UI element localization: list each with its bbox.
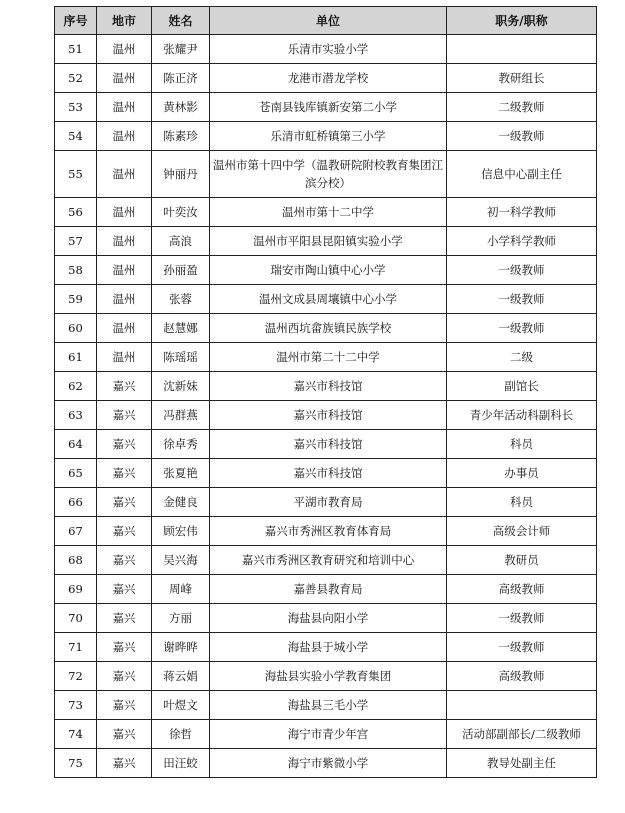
cell-name — [152, 93, 210, 122]
cell-unit — [210, 372, 447, 401]
cell-city-text: 温州 — [112, 205, 136, 219]
cell-no — [55, 546, 97, 575]
cell-no-text: 54 — [68, 129, 83, 143]
table-row — [55, 285, 597, 314]
cell-no-text: 53 — [68, 100, 83, 114]
table-row — [55, 459, 597, 488]
cell-name — [152, 64, 210, 93]
cell-city — [97, 459, 152, 488]
cell-unit — [210, 575, 447, 604]
cell-title — [447, 459, 597, 488]
cell-no — [55, 227, 97, 256]
cell-no — [55, 122, 97, 151]
cell-name-text: 徐哲 — [169, 727, 192, 741]
cell-unit — [210, 430, 447, 459]
table-row — [55, 122, 597, 151]
cell-name-text: 张蓉 — [169, 292, 192, 306]
cell-title-text: 初一科学教师 — [487, 205, 556, 219]
cell-unit-text: 温州文成县周壤镇中心小学 — [259, 292, 397, 306]
cell-unit — [210, 517, 447, 546]
cell-city-text: 嘉兴 — [112, 640, 136, 654]
cell-title — [447, 372, 597, 401]
cell-no-text: 71 — [68, 640, 83, 654]
cell-title-text: 一级教师 — [498, 129, 545, 143]
cell-city-text: 嘉兴 — [112, 495, 136, 509]
cell-unit-text: 嘉兴市科技馆 — [293, 437, 363, 451]
cell-unit-text: 海盐县实验小学教育集团 — [264, 669, 392, 683]
cell-no-text: 59 — [68, 292, 83, 306]
cell-unit-text: 嘉兴市科技馆 — [293, 408, 363, 422]
cell-city — [97, 488, 152, 517]
cell-name-text: 陈正济 — [163, 71, 198, 85]
cell-title-text: 办事员 — [504, 466, 539, 480]
cell-no — [55, 372, 97, 401]
cell-unit-text: 嘉兴市秀洲区教育体育局 — [264, 524, 392, 538]
cell-title-text: 一级教师 — [498, 640, 545, 654]
cell-unit-text: 海盐县向阳小学 — [287, 611, 369, 625]
cell-unit — [210, 227, 447, 256]
table-row — [55, 691, 597, 720]
cell-city-text: 温州 — [112, 292, 136, 306]
cell-unit — [210, 256, 447, 285]
cell-title — [447, 749, 597, 778]
cell-unit — [210, 198, 447, 227]
cell-name — [152, 401, 210, 430]
header-no: 序号 — [55, 7, 97, 35]
cell-unit — [210, 488, 447, 517]
cell-unit-text: 嘉善县教育局 — [293, 582, 363, 596]
cell-no — [55, 93, 97, 122]
cell-unit-text: 温州市平阳县昆阳镇实验小学 — [253, 234, 403, 248]
cell-no — [55, 430, 97, 459]
cell-city — [97, 93, 152, 122]
cell-title — [447, 633, 597, 662]
cell-title — [447, 488, 597, 517]
table-row — [55, 662, 597, 691]
cell-name — [152, 430, 210, 459]
cell-title — [447, 662, 597, 691]
cell-title — [447, 430, 597, 459]
cell-no-text: 68 — [68, 553, 83, 567]
cell-no — [55, 633, 97, 662]
cell-unit — [210, 93, 447, 122]
cell-name — [152, 151, 210, 198]
cell-title — [447, 343, 597, 372]
cell-no-text: 52 — [68, 71, 83, 85]
cell-title-text: 科员 — [510, 495, 533, 509]
table-row — [55, 517, 597, 546]
cell-no-text: 70 — [68, 611, 83, 625]
cell-unit-text: 嘉兴市科技馆 — [293, 466, 363, 480]
cell-unit-text: 乐清市虹桥镇第三小学 — [270, 129, 386, 143]
cell-name — [152, 575, 210, 604]
cell-name-text: 钟丽丹 — [163, 167, 198, 181]
cell-title-text: 活动部副部长/二级教师 — [462, 727, 581, 741]
cell-city — [97, 343, 152, 372]
cell-city — [97, 662, 152, 691]
cell-city — [97, 285, 152, 314]
cell-no-text: 74 — [68, 727, 83, 741]
cell-city — [97, 430, 152, 459]
cell-title — [447, 227, 597, 256]
cell-unit — [210, 35, 447, 64]
cell-unit-text: 嘉兴市科技馆 — [293, 379, 363, 393]
cell-city — [97, 749, 152, 778]
cell-name — [152, 459, 210, 488]
cell-title — [447, 256, 597, 285]
cell-title — [447, 122, 597, 151]
cell-title — [447, 575, 597, 604]
cell-unit-text: 温州市第十二中学 — [282, 205, 374, 219]
cell-city — [97, 691, 152, 720]
cell-no — [55, 517, 97, 546]
cell-no — [55, 575, 97, 604]
cell-no-text: 51 — [68, 42, 83, 56]
cell-unit-text: 海宁市青少年宫 — [287, 727, 369, 741]
header-unit: 单位 — [210, 7, 447, 35]
cell-city-text: 嘉兴 — [112, 466, 136, 480]
cell-city-text: 温州 — [112, 263, 136, 277]
cell-title — [447, 691, 597, 720]
cell-name-text: 叶煜文 — [163, 698, 198, 712]
cell-name — [152, 517, 210, 546]
cell-unit — [210, 662, 447, 691]
cell-city — [97, 122, 152, 151]
cell-name — [152, 256, 210, 285]
cell-unit-text: 瑞安市陶山镇中心小学 — [270, 263, 386, 277]
cell-city-text: 嘉兴 — [112, 582, 136, 596]
cell-no-text: 63 — [68, 408, 83, 422]
cell-unit-text: 海盐县于城小学 — [287, 640, 369, 654]
cell-unit-text: 海盐县三毛小学 — [287, 698, 369, 712]
cell-no-text: 65 — [68, 466, 83, 480]
cell-unit — [210, 401, 447, 430]
cell-title — [447, 546, 597, 575]
cell-unit — [210, 122, 447, 151]
cell-title — [447, 401, 597, 430]
cell-no — [55, 285, 97, 314]
cell-name-text: 谢晔晔 — [163, 640, 198, 654]
cell-title — [447, 35, 597, 64]
cell-name — [152, 372, 210, 401]
table-row — [55, 575, 597, 604]
cell-title-text: 教研组长 — [498, 71, 545, 85]
cell-city-text: 温州 — [112, 234, 136, 248]
cell-city — [97, 198, 152, 227]
cell-title — [447, 198, 597, 227]
cell-no — [55, 459, 97, 488]
cell-name-text: 田汪蛟 — [163, 756, 198, 770]
table-row — [55, 604, 597, 633]
cell-no — [55, 691, 97, 720]
cell-name — [152, 691, 210, 720]
cell-unit-text: 海宁市紫微小学 — [287, 756, 369, 770]
cell-unit — [210, 720, 447, 749]
cell-title-text: 信息中心副主任 — [481, 167, 562, 181]
table-row — [55, 546, 597, 575]
cell-city-text: 温州 — [112, 321, 136, 335]
cell-city — [97, 546, 152, 575]
cell-name — [152, 122, 210, 151]
cell-title-text: 教导处副主任 — [487, 756, 556, 770]
cell-unit-text: 乐清市实验小学 — [287, 42, 369, 56]
cell-city — [97, 633, 152, 662]
cell-title — [447, 285, 597, 314]
cell-name-text: 陈素珍 — [163, 129, 198, 143]
cell-title — [447, 93, 597, 122]
cell-city — [97, 35, 152, 64]
cell-unit-text: 温州西坑畲族镇民族学校 — [264, 321, 392, 335]
table-row — [55, 372, 597, 401]
personnel-table — [54, 6, 597, 778]
cell-name-text: 吴兴海 — [163, 553, 198, 567]
cell-name-text: 徐卓秀 — [163, 437, 198, 451]
cell-unit-text: 龙港市潜龙学校 — [287, 71, 369, 85]
cell-no-text: 57 — [68, 234, 83, 248]
cell-name — [152, 720, 210, 749]
cell-city-text: 温州 — [112, 100, 136, 114]
cell-no — [55, 488, 97, 517]
cell-title-text: 一级教师 — [498, 292, 545, 306]
cell-title-text: 一级教师 — [498, 611, 545, 625]
cell-city-text: 嘉兴 — [112, 524, 136, 538]
cell-name — [152, 488, 210, 517]
cell-no — [55, 256, 97, 285]
cell-title-text: 教研员 — [504, 553, 539, 567]
cell-unit — [210, 151, 447, 198]
cell-unit — [210, 604, 447, 633]
header-name: 姓名 — [152, 7, 210, 35]
cell-no — [55, 198, 97, 227]
cell-name — [152, 227, 210, 256]
table-row — [55, 401, 597, 430]
table-row — [55, 343, 597, 372]
table-row — [55, 488, 597, 517]
table-row — [55, 256, 597, 285]
cell-name-text: 周峰 — [169, 582, 192, 596]
cell-unit — [210, 633, 447, 662]
cell-city-text: 嘉兴 — [112, 669, 136, 683]
cell-name — [152, 546, 210, 575]
cell-title-text: 二级教师 — [498, 100, 545, 114]
cell-no — [55, 64, 97, 93]
cell-name — [152, 285, 210, 314]
header-row — [55, 7, 597, 35]
cell-title — [447, 604, 597, 633]
cell-unit-text: 苍南县钱库镇新安第二小学 — [259, 100, 397, 114]
cell-no-text: 66 — [68, 495, 83, 509]
cell-no — [55, 720, 97, 749]
cell-name-text: 陈瑶瑶 — [163, 350, 198, 364]
cell-city-text: 嘉兴 — [112, 611, 136, 625]
cell-title — [447, 151, 597, 198]
cell-no — [55, 401, 97, 430]
cell-no-text: 69 — [68, 582, 83, 596]
cell-city — [97, 372, 152, 401]
table-row — [55, 64, 597, 93]
cell-name — [152, 314, 210, 343]
cell-no — [55, 749, 97, 778]
table-row — [55, 93, 597, 122]
cell-unit — [210, 64, 447, 93]
header-city: 地市 — [97, 7, 152, 35]
cell-title-text: 高级教师 — [498, 669, 545, 683]
cell-city-text: 温州 — [112, 71, 136, 85]
table-row — [55, 151, 597, 198]
cell-name — [152, 343, 210, 372]
cell-title-text: 二级 — [510, 350, 533, 364]
cell-name — [152, 35, 210, 64]
cell-city-text: 嘉兴 — [112, 379, 136, 393]
cell-title-text: 高级教师 — [498, 582, 545, 596]
cell-no-text: 64 — [68, 437, 83, 451]
cell-title-text: 一级教师 — [498, 263, 545, 277]
cell-unit — [210, 343, 447, 372]
table-row — [55, 720, 597, 749]
cell-title-text: 科员 — [510, 437, 533, 451]
cell-city — [97, 151, 152, 198]
cell-name — [152, 662, 210, 691]
cell-no-text: 73 — [68, 698, 83, 712]
header-title: 职务/职称 — [447, 7, 597, 35]
cell-no — [55, 343, 97, 372]
cell-name — [152, 633, 210, 662]
cell-name-text: 高浪 — [169, 234, 192, 248]
cell-no-text: 56 — [68, 205, 83, 219]
cell-no-text: 55 — [68, 167, 83, 181]
cell-unit — [210, 459, 447, 488]
cell-no-text: 75 — [68, 756, 83, 770]
table-body — [55, 35, 597, 778]
cell-name — [152, 749, 210, 778]
cell-name-text: 赵慧娜 — [163, 321, 198, 335]
cell-unit — [210, 546, 447, 575]
cell-no — [55, 662, 97, 691]
cell-title-text: 小学科学教师 — [487, 234, 556, 248]
cell-no-text: 62 — [68, 379, 83, 393]
cell-no — [55, 314, 97, 343]
cell-city-text: 温州 — [112, 350, 136, 364]
cell-unit-text: 温州市第二十二中学 — [276, 350, 380, 364]
cell-no — [55, 35, 97, 64]
cell-city-text: 嘉兴 — [112, 698, 136, 712]
cell-unit — [210, 749, 447, 778]
cell-name-text: 沈新妹 — [163, 379, 198, 393]
table-row — [55, 749, 597, 778]
table-row — [55, 314, 597, 343]
cell-city-text: 嘉兴 — [112, 727, 136, 741]
cell-name-text: 冯群燕 — [163, 408, 198, 422]
cell-city-text: 嘉兴 — [112, 553, 136, 567]
cell-no-text: 61 — [68, 350, 83, 364]
cell-name — [152, 604, 210, 633]
cell-no — [55, 604, 97, 633]
cell-city-text: 嘉兴 — [112, 756, 136, 770]
cell-name — [152, 198, 210, 227]
cell-city — [97, 227, 152, 256]
cell-name-text: 张夏艳 — [163, 466, 198, 480]
cell-title-text: 副馆长 — [504, 379, 539, 393]
cell-city — [97, 575, 152, 604]
cell-title — [447, 314, 597, 343]
cell-name-text: 金健良 — [163, 495, 198, 509]
cell-title-text: 高级会计师 — [492, 524, 551, 538]
cell-no-text: 58 — [68, 263, 83, 277]
cell-city-text: 嘉兴 — [112, 408, 136, 422]
cell-city-text: 嘉兴 — [112, 437, 136, 451]
cell-name-text: 叶奕汝 — [163, 205, 198, 219]
cell-title — [447, 720, 597, 749]
cell-unit — [210, 691, 447, 720]
cell-city-text: 温州 — [112, 167, 136, 181]
table-row — [55, 430, 597, 459]
cell-title-text: 青少年活动科副科长 — [469, 408, 574, 422]
cell-name-text: 张耀尹 — [163, 42, 198, 56]
cell-title-text: 一级教师 — [498, 321, 545, 335]
cell-no-text: 67 — [68, 524, 83, 538]
cell-name-text: 蒋云娟 — [163, 669, 198, 683]
cell-unit-text: 温州市第十四中学（温教研院附校教育集团江滨分校） — [213, 158, 443, 190]
table-row — [55, 35, 597, 64]
cell-no-text: 72 — [68, 669, 83, 683]
cell-city-text: 温州 — [112, 42, 136, 56]
cell-name-text: 顾宏伟 — [163, 524, 198, 538]
cell-title — [447, 517, 597, 546]
cell-city — [97, 604, 152, 633]
cell-unit — [210, 314, 447, 343]
table-row — [55, 633, 597, 662]
table-row — [55, 198, 597, 227]
cell-no-text: 60 — [68, 321, 83, 335]
cell-city — [97, 517, 152, 546]
cell-name-text: 孙丽盈 — [163, 263, 198, 277]
table-header — [55, 7, 597, 35]
cell-city — [97, 720, 152, 749]
cell-city-text: 温州 — [112, 129, 136, 143]
cell-name-text: 方丽 — [169, 611, 192, 625]
cell-no — [55, 151, 97, 198]
cell-unit — [210, 285, 447, 314]
cell-unit-text: 平湖市教育局 — [293, 495, 363, 509]
cell-name-text: 黄林影 — [163, 100, 198, 114]
cell-title — [447, 64, 597, 93]
cell-city — [97, 314, 152, 343]
cell-city — [97, 401, 152, 430]
table-row — [55, 227, 597, 256]
cell-city — [97, 256, 152, 285]
cell-unit-text: 嘉兴市秀洲区教育研究和培训中心 — [241, 553, 415, 567]
cell-city — [97, 64, 152, 93]
